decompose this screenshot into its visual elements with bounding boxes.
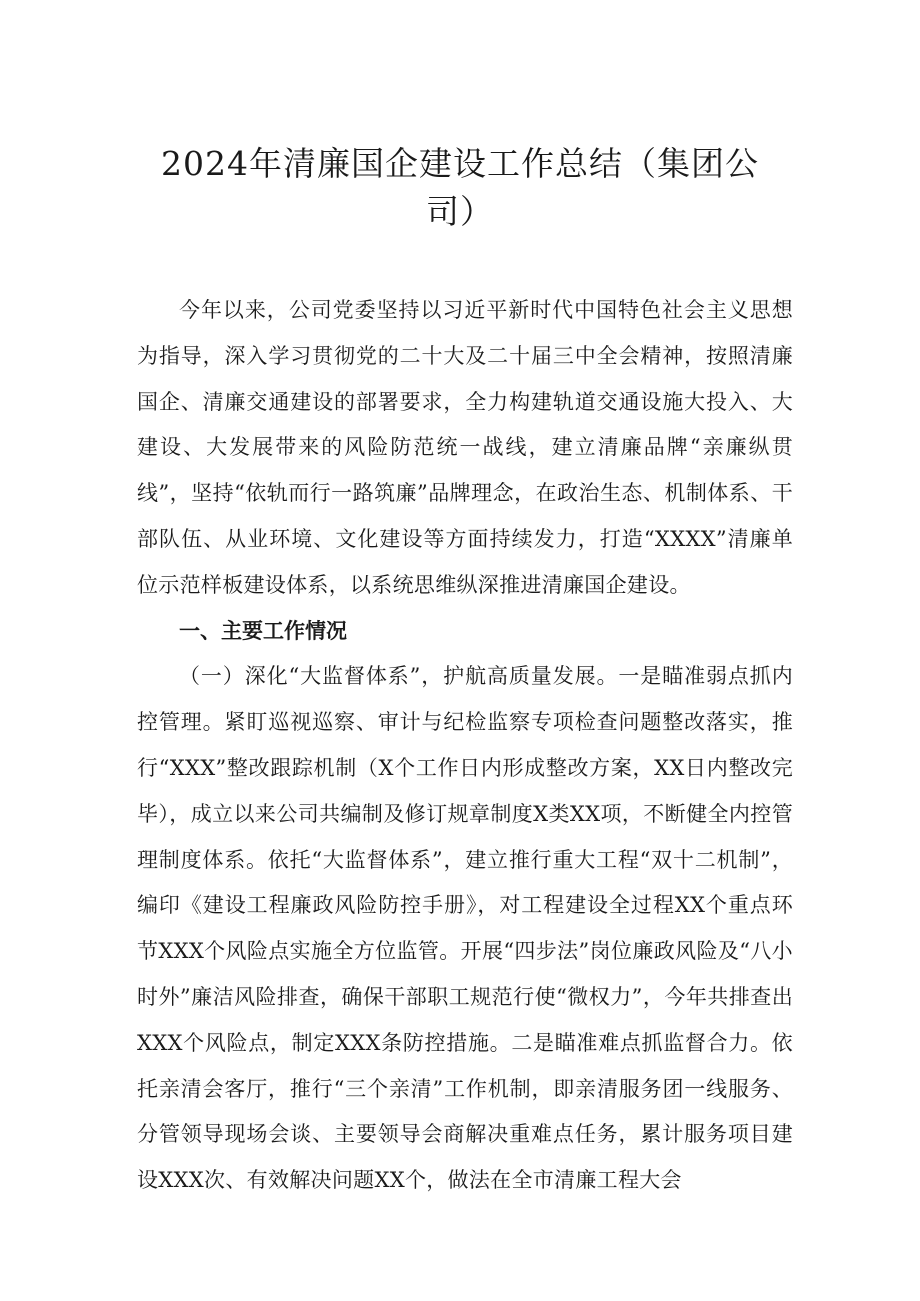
section-heading: 一、主要工作情况: [179, 618, 347, 643]
document-body: [137, 288, 793, 1204]
document-title: 2024年清廉国企建设工作总结（集团公司）: [161, 144, 759, 231]
section-paragraph: （一）深化“大监督体系”，护航高质量发展。一是瞄准弱点抓内控管理。紧盯巡视巡察、审计与纪检监察专项检查问题整改落实，推行“XXX”整改跟踪机制（X个工作日内形成整改方案，XX日内整改完毕），成立以来公司共编制及修订规章制度X类XX项，不断健全内控管理制度体系。依托“大监督体系”，建立推行重大工程“双十二机制”，编印《建设工程廉政风险防控手册》，对工程建设全过程XX个重点环节XXX个风险点实施全方位监管。开展“四步法”岗位廉政风险及“八小时外”廉洁风险排查，确保干部职工规范行使“微权力”，今年共排查出XXX个风险点，制定XXX条防控措施。二是瞄准难点抓监督合力。依托亲清会客厅，推行“三个亲清”工作机制，即亲清服务团一线服务、分管领导现场会谈、主要领导会商解决重难点任务，累计服务项目建设XXX次、有效解决问题XX个，做法在全市清廉工程大会: [137, 664, 793, 1193]
intro-paragraph: 今年以来，公司党委坚持以习近平新时代中国特色社会主义思想为指导，深入学习贯彻党的二十大及二十届三中全会精神，按照清廉国企、清廉交通建设的部署要求，全力构建轨道交通设施大投入、大建设、大发展带来的风险防范统一战线，建立清廉品牌“亲廉纵贯线”，坚持“依轨而行一路筑廉”品牌理念，在政治生态、机制体系、干部队伍、从业环境、文化建设等方面持续发力，打造“XXXX”清廉单位示范样板建设体系，以系统思维纵深推进清廉国企建设。: [137, 298, 793, 597]
